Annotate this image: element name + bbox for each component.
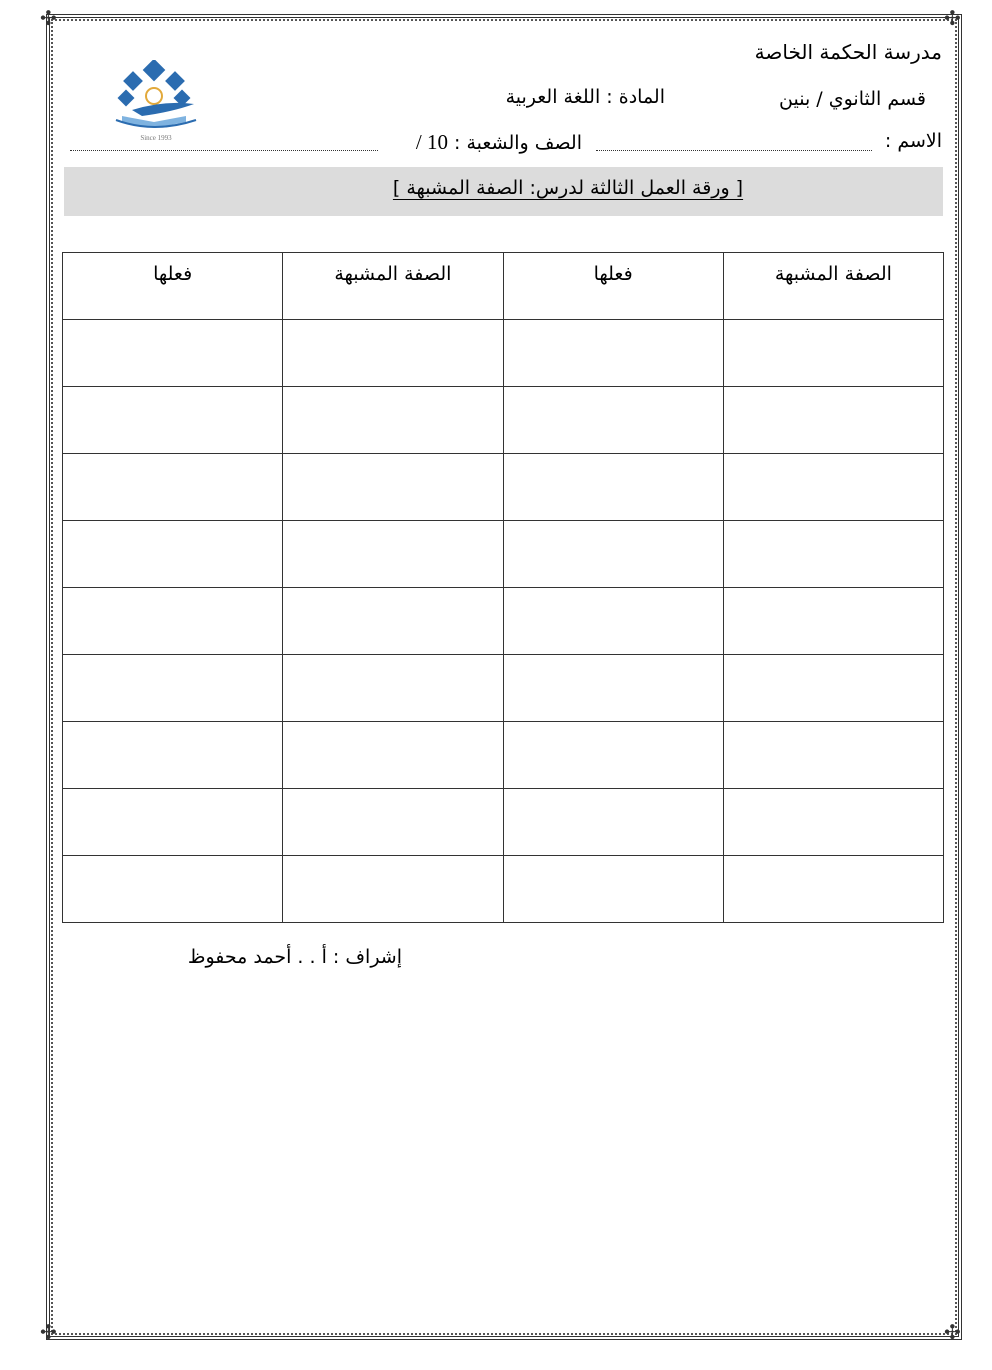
table-cell[interactable] bbox=[283, 521, 503, 588]
table-cell[interactable] bbox=[283, 722, 503, 789]
column-header: الصفة المشبهة bbox=[283, 253, 503, 320]
table-row bbox=[63, 454, 944, 521]
table-row bbox=[63, 320, 944, 387]
table-cell[interactable] bbox=[63, 521, 283, 588]
table-row bbox=[63, 722, 944, 789]
table-row bbox=[63, 387, 944, 454]
corner-ornament-icon: ✣ bbox=[944, 6, 961, 30]
table-cell[interactable] bbox=[63, 722, 283, 789]
class-value: 10 / bbox=[415, 130, 448, 154]
table-cell[interactable] bbox=[63, 655, 283, 722]
table-cell[interactable] bbox=[503, 454, 723, 521]
column-header: الصفة المشبهة bbox=[723, 253, 943, 320]
name-field[interactable] bbox=[596, 150, 872, 151]
subject-label: المادة : اللغة العربية bbox=[505, 86, 665, 108]
name-label: الاسم : bbox=[884, 130, 942, 152]
table-cell[interactable] bbox=[63, 387, 283, 454]
class-field[interactable] bbox=[70, 150, 378, 151]
corner-ornament-icon: ✣ bbox=[40, 6, 57, 30]
table-cell[interactable] bbox=[63, 454, 283, 521]
table-row bbox=[63, 789, 944, 856]
table-cell[interactable] bbox=[503, 320, 723, 387]
table-cell[interactable] bbox=[723, 588, 943, 655]
table-cell[interactable] bbox=[283, 588, 503, 655]
logo-caption: Since 1993 bbox=[140, 134, 172, 142]
corner-ornament-icon: ✣ bbox=[944, 1320, 961, 1344]
table-cell[interactable] bbox=[503, 856, 723, 923]
table-cell[interactable] bbox=[723, 722, 943, 789]
table-cell[interactable] bbox=[503, 387, 723, 454]
table-header-row bbox=[63, 253, 944, 320]
table-cell[interactable] bbox=[283, 655, 503, 722]
supervisor-label: إشراف : أ . . أحمد محفوظ bbox=[187, 946, 402, 968]
table-cell[interactable] bbox=[63, 789, 283, 856]
table-cell[interactable] bbox=[723, 521, 943, 588]
column-header: فعلها bbox=[63, 253, 283, 320]
table-cell[interactable] bbox=[283, 789, 503, 856]
worksheet-title-bar bbox=[64, 167, 943, 216]
table-cell[interactable] bbox=[283, 856, 503, 923]
table-cell[interactable] bbox=[723, 387, 943, 454]
table-cell[interactable] bbox=[283, 320, 503, 387]
student-info-row bbox=[66, 130, 942, 160]
corner-ornament-icon: ✣ bbox=[40, 1320, 57, 1344]
class-label-text: الصف والشعبة : bbox=[454, 132, 582, 154]
table-cell[interactable] bbox=[723, 320, 943, 387]
table-cell[interactable] bbox=[723, 454, 943, 521]
table-row bbox=[63, 856, 944, 923]
school-name: مدرسة الحكمة الخاصة bbox=[754, 40, 942, 64]
table-cell[interactable] bbox=[503, 722, 723, 789]
table-cell[interactable] bbox=[503, 521, 723, 588]
table-cell[interactable] bbox=[63, 588, 283, 655]
table-cell[interactable] bbox=[503, 588, 723, 655]
class-label bbox=[416, 130, 582, 155]
department-label: قسم الثانوي / بنين bbox=[779, 88, 926, 110]
column-header: فعلها bbox=[503, 253, 723, 320]
worksheet-title: [ ورقة العمل الثالثة لدرس: الصفة المشبهة ] bbox=[392, 177, 744, 199]
table-cell[interactable] bbox=[63, 320, 283, 387]
table-cell[interactable] bbox=[283, 454, 503, 521]
table-cell[interactable] bbox=[723, 655, 943, 722]
table-row bbox=[63, 521, 944, 588]
table-cell[interactable] bbox=[723, 856, 943, 923]
table-cell[interactable] bbox=[503, 655, 723, 722]
table-cell[interactable] bbox=[723, 789, 943, 856]
table-cell[interactable] bbox=[503, 789, 723, 856]
worksheet-table bbox=[62, 252, 944, 923]
table-row bbox=[63, 588, 944, 655]
table-row bbox=[63, 655, 944, 722]
table-cell[interactable] bbox=[63, 856, 283, 923]
table-cell[interactable] bbox=[283, 387, 503, 454]
